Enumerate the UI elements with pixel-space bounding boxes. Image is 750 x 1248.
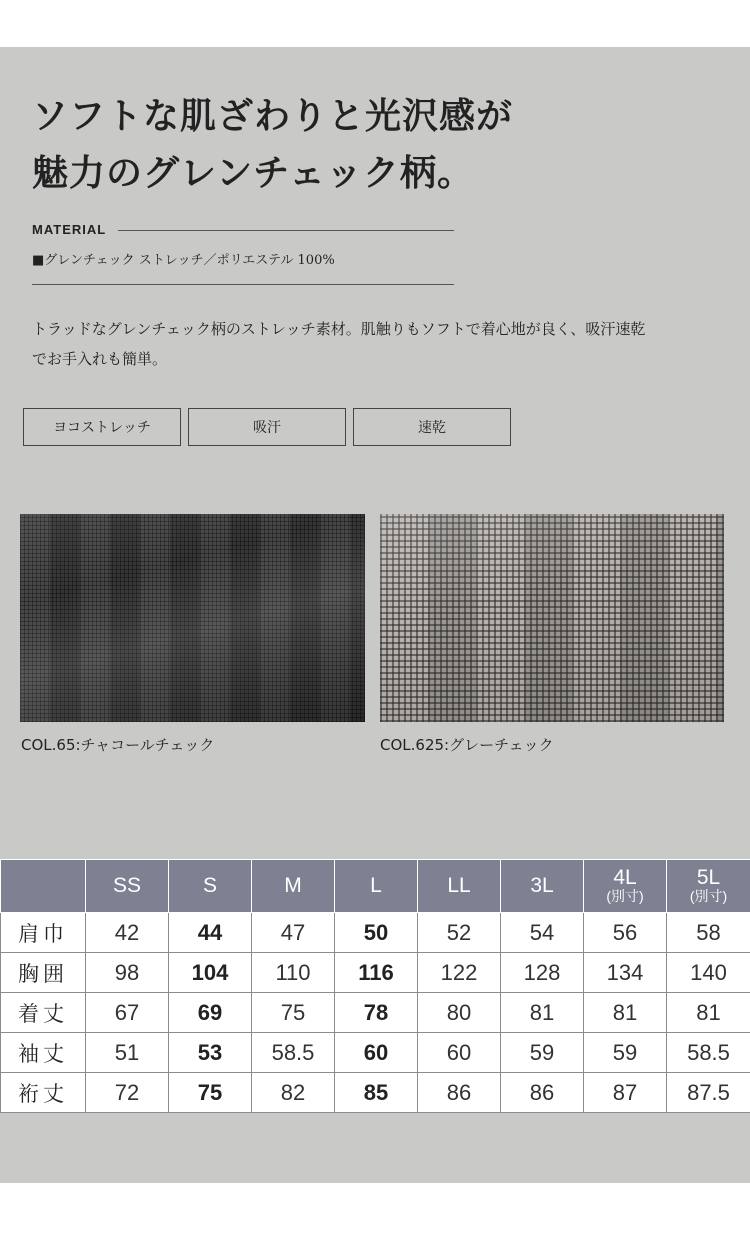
size-cell: 87 [584, 1073, 667, 1113]
description-line-2: でお手入れも簡単。 [32, 350, 168, 368]
size-cell: 60 [335, 1033, 418, 1073]
size-cell: 85 [335, 1073, 418, 1113]
size-cell: 47 [252, 913, 335, 953]
size-cell: 86 [418, 1073, 501, 1113]
size-cell: 75 [252, 993, 335, 1033]
material-rule-top [118, 230, 454, 231]
size-cell: 82 [252, 1073, 335, 1113]
size-row-label: 着丈 [1, 993, 86, 1033]
size-header-3l: 3L [501, 860, 584, 913]
size-row [1, 1033, 750, 1073]
size-cell: 69 [169, 993, 252, 1033]
size-row [1, 993, 750, 1033]
size-cell: 58.5 [252, 1033, 335, 1073]
material-text: ■グレンチェック ストレッチ／ポリエステル 100% [32, 253, 335, 268]
size-cell: 42 [86, 913, 169, 953]
size-row-label: 胸囲 [1, 953, 86, 993]
size-cell: 104 [169, 953, 252, 993]
size-cell: 81 [667, 993, 750, 1033]
size-row-label: 裄丈 [1, 1073, 86, 1113]
size-row [1, 1073, 750, 1113]
size-row-label: 肩巾 [1, 913, 86, 953]
size-cell: 134 [584, 953, 667, 993]
size-row [1, 913, 750, 953]
size-header-ss: SS [86, 860, 169, 913]
size-cell: 98 [86, 953, 169, 993]
size-header-m: M [252, 860, 335, 913]
size-cell: 75 [169, 1073, 252, 1113]
description-line-1: トラッドなグレンチェック柄のストレッチ素材。肌触りもソフトで着心地が良く、吸汗速乾 [32, 320, 646, 338]
size-row-label: 袖丈 [1, 1033, 86, 1073]
size-header-corner [1, 860, 86, 913]
size-cell: 44 [169, 913, 252, 953]
size-cell: 60 [418, 1033, 501, 1073]
size-cell: 87.5 [667, 1073, 750, 1113]
size-cell: 52 [418, 913, 501, 953]
feature-tag-quick-dry: 速乾 [353, 408, 511, 446]
size-cell: 59 [501, 1033, 584, 1073]
description [32, 314, 712, 374]
material-rule-bottom [32, 284, 454, 285]
material-label: MATERIAL [32, 222, 107, 237]
size-cell: 116 [335, 953, 418, 993]
size-cell: 128 [501, 953, 584, 993]
color-caption-grey: COL.625:グレーチェック [380, 736, 554, 754]
size-cell: 80 [418, 993, 501, 1033]
size-table [0, 859, 750, 1113]
size-cell: 86 [501, 1073, 584, 1113]
size-cell: 81 [584, 993, 667, 1033]
size-header-4l: 4L (別寸) [584, 860, 667, 913]
size-header-l: L [335, 860, 418, 913]
fabric-swatch-grey [380, 514, 724, 722]
fabric-swatch-charcoal [20, 514, 365, 722]
size-cell: 59 [584, 1033, 667, 1073]
feature-tag-stretch: ヨコストレッチ [23, 408, 181, 446]
size-header-5l: 5L (別寸) [667, 860, 750, 913]
size-cell: 81 [501, 993, 584, 1033]
size-cell: 51 [86, 1033, 169, 1073]
size-cell: 53 [169, 1033, 252, 1073]
size-cell: 58 [667, 913, 750, 953]
size-cell: 72 [86, 1073, 169, 1113]
size-cell: 140 [667, 953, 750, 993]
size-cell: 122 [418, 953, 501, 993]
headline [32, 88, 513, 202]
size-cell: 78 [335, 993, 418, 1033]
size-cell: 58.5 [667, 1033, 750, 1073]
size-cell: 54 [501, 913, 584, 953]
size-cell: 110 [252, 953, 335, 993]
size-header-ll: LL [418, 860, 501, 913]
feature-tag-sweat-absorb: 吸汗 [188, 408, 346, 446]
size-cell: 67 [86, 993, 169, 1033]
size-cell: 56 [584, 913, 667, 953]
headline-line-1: ソフトな肌ざわりと光沢感が [32, 95, 514, 137]
size-cell: 50 [335, 913, 418, 953]
size-row [1, 953, 750, 993]
headline-line-2: 魅力のグレンチェック柄。 [32, 152, 475, 194]
size-header-row [1, 860, 750, 913]
color-caption-charcoal: COL.65:チャコールチェック [21, 736, 215, 754]
size-header-s: S [169, 860, 252, 913]
